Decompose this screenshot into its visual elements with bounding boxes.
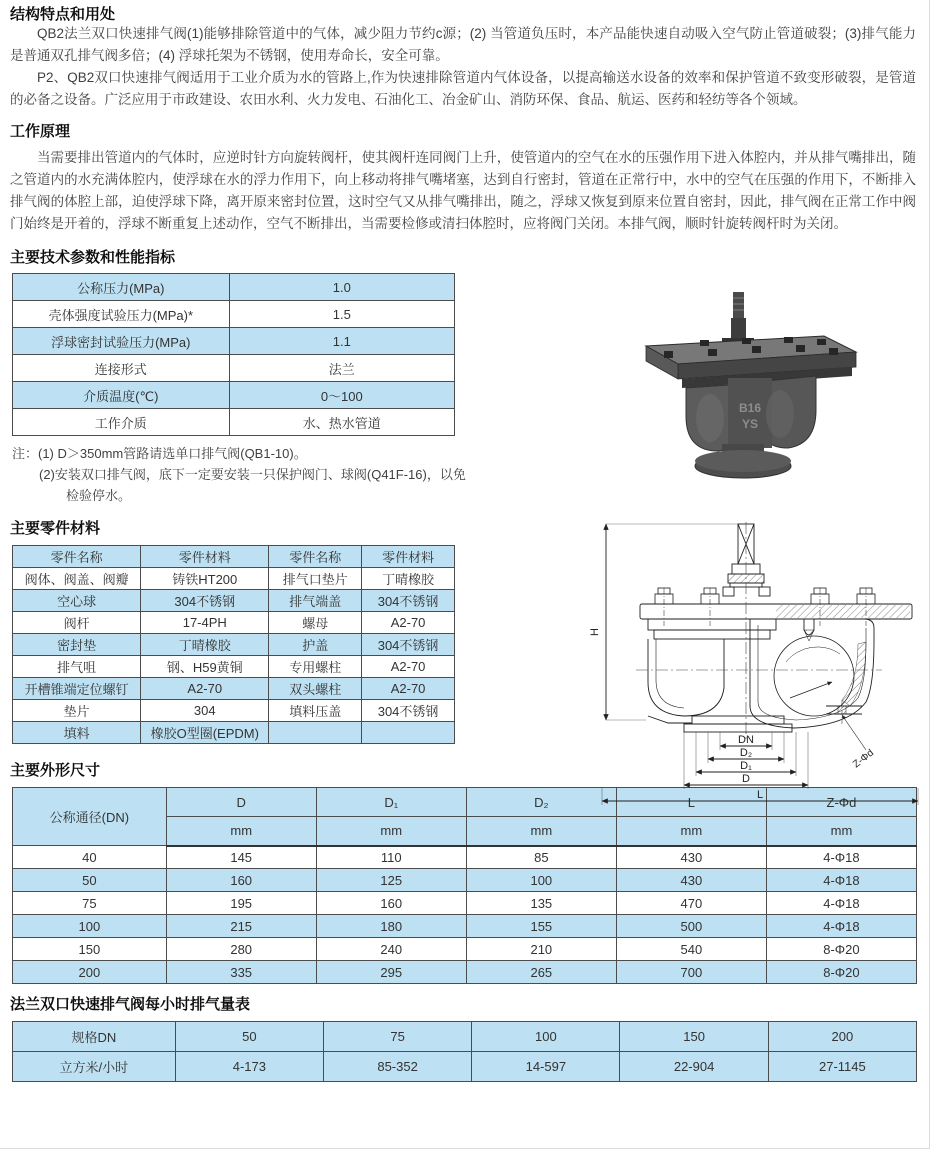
unit-cell: mm bbox=[466, 817, 616, 846]
table-cell: 500 bbox=[616, 915, 766, 938]
table-cell: 密封垫 bbox=[13, 634, 141, 656]
table-cell: 8-Φ20 bbox=[766, 938, 916, 961]
table-cell: 填料 bbox=[13, 722, 141, 744]
table-cell: 丁晴橡胶 bbox=[141, 634, 269, 656]
table-cell: A2-70 bbox=[362, 678, 455, 700]
table-cell: 22-904 bbox=[620, 1052, 768, 1082]
table-cell: 螺母 bbox=[269, 612, 362, 634]
unit-cell: mm bbox=[616, 817, 766, 846]
table-cell: 填料压盖 bbox=[269, 700, 362, 722]
section-title-features: 结构特点和用处 bbox=[10, 6, 116, 23]
table-cell: 4-Φ18 bbox=[766, 869, 916, 892]
table-cell: 开槽锥端定位螺钉 bbox=[13, 678, 141, 700]
table-row bbox=[13, 846, 917, 869]
principle-paragraph: 当需要排出管道内的气体时，应逆时针方向旋转阀杆，使其阀杆连同阀门上升，使管道内的空气在水的压强作用下进入体腔内，并从排气嘴排出，随之管道内的水充满体腔内，使浮球在水的浮力作用下，向上移动将排气嘴堵塞，达到自行密封，管道在正常行中，水中的空气在压强的作用下，不断排入排气阀的体腔上部，迫使浮球下降，离开原来密封位置，这时空气又从排气嘴排出，随之，浮球又恢复到原来位置自密封，因此，排气阀在正常工作中阀门始终是开着的，浮球不断重复上述动作，空气不断排出，当需要检修或清扫体腔时，应将阀门关闭。本排气阀，顺时针旋转阀杆时为关闭。 bbox=[10, 150, 916, 231]
table-row bbox=[13, 590, 455, 612]
table-cell: 空心球 bbox=[13, 590, 141, 612]
column-header: 零件名称 bbox=[13, 546, 141, 568]
table-cell: 430 bbox=[616, 846, 766, 869]
table-row bbox=[13, 869, 917, 892]
table-row bbox=[13, 915, 917, 938]
table-cell: 铸铁HT200 bbox=[141, 568, 269, 590]
table-cell: 浮球密封试验压力(MPa) bbox=[13, 328, 230, 355]
dim-label-zd: Z-Φd bbox=[851, 747, 876, 771]
table-cell: 连接形式 bbox=[13, 355, 230, 382]
table-cell: 430 bbox=[616, 869, 766, 892]
table-cell: 240 bbox=[316, 938, 466, 961]
table-cell: 40 bbox=[13, 846, 167, 869]
table-cell: 135 bbox=[466, 892, 616, 915]
table-row bbox=[13, 634, 455, 656]
table-cell: 17-4PH bbox=[141, 612, 269, 634]
table-cell: 470 bbox=[616, 892, 766, 915]
table-cell: A2-70 bbox=[362, 612, 455, 634]
dim-label-h: H bbox=[589, 628, 601, 636]
valve-product-photo bbox=[616, 288, 864, 484]
section-exhaust-volume bbox=[10, 996, 916, 1082]
table-cell: 75 bbox=[13, 892, 167, 915]
table-cell: A2-70 bbox=[141, 678, 269, 700]
dim-label-d: D bbox=[742, 773, 750, 785]
column-header: Z-Φd bbox=[766, 788, 916, 817]
table-cell: 专用螺柱 bbox=[269, 656, 362, 678]
table-cell: 排气端盖 bbox=[269, 590, 362, 612]
table-cell: 155 bbox=[466, 915, 616, 938]
table-row bbox=[13, 678, 455, 700]
table-cell bbox=[269, 722, 362, 744]
table-cell: 200 bbox=[13, 961, 167, 984]
dim-label-d2: D₂ bbox=[739, 747, 753, 759]
features-paragraph-1: QB2法兰双口快速排气阀(1)能够排除管道中的气体，减少阻力节约c源；(2) 当管道负压时，本产品能快速自动吸入空气防止管道破裂；(3)排气能力是普通双孔排气阀多倍；(4) 浮球托架为不锈钢，使用寿命长，安全可靠。 bbox=[10, 26, 916, 63]
table-cell: 280 bbox=[166, 938, 316, 961]
table-cell: 排气咀 bbox=[13, 656, 141, 678]
table-cell: 4-Φ18 bbox=[766, 846, 916, 869]
table-cell: 180 bbox=[316, 915, 466, 938]
table-cell: 700 bbox=[616, 961, 766, 984]
table-cell: 4-Φ18 bbox=[766, 892, 916, 915]
table-cell bbox=[362, 722, 455, 744]
table-cell: 1.5 bbox=[229, 301, 454, 328]
table-cell: 垫片 bbox=[13, 700, 141, 722]
table-cell: 双头螺柱 bbox=[269, 678, 362, 700]
table-cell: 0～100 bbox=[229, 382, 454, 409]
dim-label-dn: DN bbox=[738, 734, 754, 746]
table-cell: 100 bbox=[466, 869, 616, 892]
table-cell: 75 bbox=[323, 1022, 471, 1052]
section-title-parts-materials: 主要零件材料 bbox=[10, 520, 101, 537]
unit-cell: mm bbox=[316, 817, 466, 846]
cast-marking-1: B16 bbox=[738, 401, 762, 415]
table-cell: 立方米/小时 bbox=[13, 1052, 176, 1082]
table-cell: 护盖 bbox=[269, 634, 362, 656]
table-cell: 1.0 bbox=[229, 274, 454, 301]
table-cell: 50 bbox=[13, 869, 167, 892]
note-line-3: 检验停水。 bbox=[66, 488, 132, 503]
table-cell: 8-Φ20 bbox=[766, 961, 916, 984]
column-header: 零件名称 bbox=[269, 546, 362, 568]
table-cell: 14-597 bbox=[472, 1052, 620, 1082]
table-cell: 壳体强度试验压力(MPa)* bbox=[13, 301, 230, 328]
table-row bbox=[13, 938, 917, 961]
cast-marking-2: YS bbox=[741, 417, 759, 431]
table-cell: 钢、H59黄铜 bbox=[141, 656, 269, 678]
features-paragraph-2: P2、QB2双口快速排气阀适用于工业介质为水的管路上,作为快速排除管道内气体设备，以提高输送水设备的效率和保护管道不致变形破裂，是管道的必备之设备。广泛应用于市政建设、农田水利、火力发电、石油化工、冶金矿山、消防环保、食品、航运、医药和轻纺等各个领域。 bbox=[10, 70, 916, 107]
parts-materials-table bbox=[12, 545, 455, 744]
table-cell: 法兰 bbox=[229, 355, 454, 382]
table-cell: 4-173 bbox=[175, 1052, 323, 1082]
table-cell: 85 bbox=[466, 846, 616, 869]
note-line-1: 注：(1) D＞350mm管路请选单口排气阀(QB1-10)。 bbox=[12, 446, 307, 461]
table-row bbox=[13, 700, 455, 722]
table-row bbox=[13, 656, 455, 678]
table-header-row bbox=[13, 546, 455, 568]
table-row bbox=[13, 1022, 917, 1052]
table-cell: 150 bbox=[13, 938, 167, 961]
table-row bbox=[13, 568, 455, 590]
table-cell: 110 bbox=[316, 846, 466, 869]
table-row bbox=[13, 722, 455, 744]
table-row bbox=[13, 409, 455, 436]
column-header: D₂ bbox=[466, 788, 616, 817]
table-cell: 100 bbox=[13, 915, 167, 938]
table-row bbox=[13, 274, 455, 301]
table-row bbox=[13, 328, 455, 355]
table-cell: 介质温度(℃) bbox=[13, 382, 230, 409]
table-cell: 85-352 bbox=[323, 1052, 471, 1082]
table-cell: 195 bbox=[166, 892, 316, 915]
table-cell: 210 bbox=[466, 938, 616, 961]
table-row bbox=[13, 1052, 917, 1082]
table-cell: 规格DN bbox=[13, 1022, 176, 1052]
tech-params-table bbox=[12, 273, 455, 436]
table-cell: 丁晴橡胶 bbox=[362, 568, 455, 590]
table-cell: A2-70 bbox=[362, 656, 455, 678]
section-title-exhaust-volume: 法兰双口快速排气阀每小时排气量表 bbox=[10, 996, 251, 1013]
table-row bbox=[13, 961, 917, 984]
table-cell: 27-1145 bbox=[768, 1052, 916, 1082]
unit-cell: mm bbox=[766, 817, 916, 846]
table-cell: 阀体、阀盖、阀瓣 bbox=[13, 568, 141, 590]
section-title-tech-params: 主要技术参数和性能指标 bbox=[10, 249, 176, 266]
table-row bbox=[13, 382, 455, 409]
note-line-2: (2)安装双口排气阀，底下一定要安装一只保护阀门、球阀(Q41F-16)，以免 bbox=[39, 467, 466, 482]
table-cell: 215 bbox=[166, 915, 316, 938]
valve-section-drawing bbox=[580, 510, 925, 806]
table-cell: 304不锈钢 bbox=[362, 700, 455, 722]
table-row bbox=[13, 355, 455, 382]
section-features bbox=[10, 6, 916, 111]
column-header: 零件材料 bbox=[362, 546, 455, 568]
table-cell: 150 bbox=[620, 1022, 768, 1052]
table-cell: 排气口垫片 bbox=[269, 568, 362, 590]
table-cell: 304不锈钢 bbox=[362, 634, 455, 656]
table-cell: 橡胶O型圈(EPDM) bbox=[141, 722, 269, 744]
unit-cell: mm bbox=[166, 817, 316, 846]
table-cell: 295 bbox=[316, 961, 466, 984]
column-header: D bbox=[166, 788, 316, 817]
dim-label-l: L bbox=[756, 789, 764, 801]
table-cell: 阀杆 bbox=[13, 612, 141, 634]
table-cell: 100 bbox=[472, 1022, 620, 1052]
table-cell: 125 bbox=[316, 869, 466, 892]
table-cell: 160 bbox=[166, 869, 316, 892]
table-cell: 水、热水管道 bbox=[229, 409, 454, 436]
section-title-dimensions: 主要外形尺寸 bbox=[10, 762, 101, 779]
table-cell: 4-Φ18 bbox=[766, 915, 916, 938]
exhaust-volume-table bbox=[12, 1021, 917, 1082]
valve-drawing-graphic bbox=[580, 510, 925, 806]
table-cell: 265 bbox=[466, 961, 616, 984]
table-row bbox=[13, 892, 917, 915]
valve-photo-graphic bbox=[616, 288, 864, 484]
table-cell: 200 bbox=[768, 1022, 916, 1052]
table-cell: 公称压力(MPa) bbox=[13, 274, 230, 301]
table-cell: 304 bbox=[141, 700, 269, 722]
dim-label-d1: D₁ bbox=[740, 760, 752, 772]
table-cell: 145 bbox=[166, 846, 316, 869]
column-header: 零件材料 bbox=[141, 546, 269, 568]
column-header-dn: 公称通径(DN) bbox=[13, 788, 167, 846]
column-header: D₁ bbox=[316, 788, 466, 817]
table-cell: 160 bbox=[316, 892, 466, 915]
table-cell: 304不锈钢 bbox=[141, 590, 269, 612]
table-row bbox=[13, 612, 455, 634]
table-cell: 工作介质 bbox=[13, 409, 230, 436]
table-cell: 1.1 bbox=[229, 328, 454, 355]
dimensions-table bbox=[12, 787, 917, 984]
table-row bbox=[13, 301, 455, 328]
table-cell: 540 bbox=[616, 938, 766, 961]
section-principle bbox=[10, 123, 916, 235]
table-cell: 304不锈钢 bbox=[362, 590, 455, 612]
table-cell: 335 bbox=[166, 961, 316, 984]
column-header: L bbox=[616, 788, 766, 817]
table-cell: 50 bbox=[175, 1022, 323, 1052]
section-title-principle: 工作原理 bbox=[10, 123, 71, 140]
